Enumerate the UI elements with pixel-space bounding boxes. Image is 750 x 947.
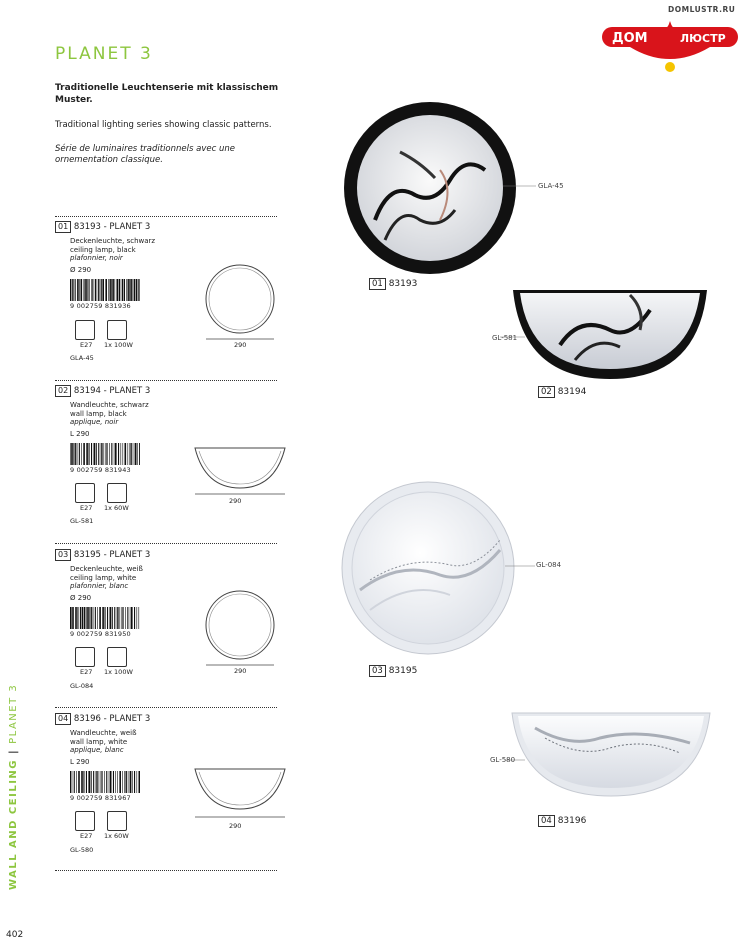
bulb-label: 1x 100W [104,668,133,676]
barcode [70,443,140,465]
bulb-icon [107,647,127,667]
barcode-bar [118,607,119,629]
barcode-bar [74,771,75,793]
photo-label-04 [538,816,586,826]
label-code: 83193 [388,279,418,289]
barcode-bar [114,607,115,629]
barcode-bar [83,771,84,793]
desc-fr: plafonnier, blanc [70,582,129,590]
barcode-bar [86,607,87,629]
photo-label-02 [538,387,586,397]
round-lamp-drawing [200,588,285,668]
product-04 [55,713,275,766]
barcode-number: 9 002759 831943 [70,466,131,474]
glass-code: GL-581 [70,517,94,525]
barcode-number: 9 002759 831950 [70,630,131,638]
barcode-bar [122,607,123,629]
barcode-bar [98,279,99,301]
product-code: 83193 [73,222,101,232]
barcode-bar [75,607,77,629]
barcode-bar [101,443,102,465]
barcode-bar [70,443,71,465]
intro-english: Traditional lighting series showing classic patterns. [55,120,272,130]
product-02 [55,385,275,438]
barcode-bar [139,279,140,301]
photo-label-03 [369,666,417,676]
desc-de: Deckenleuchte, weiß [70,565,143,573]
photo-label-01 [369,279,417,289]
barcode-bar [105,607,106,629]
barcode-bar [72,279,73,301]
socket-icon [75,483,95,503]
barcode-bar [131,443,132,465]
desc-fr: plafonnier, noir [70,254,123,262]
barcode-bar [132,771,133,793]
barcode-bar [130,279,132,301]
desc-de: Wandleuchte, schwarz [70,401,149,409]
barcode-bar [130,607,131,629]
section-divider [55,870,277,871]
barcode-bar [109,771,110,793]
barcode-bar [100,771,101,793]
barcode-bar [123,607,124,629]
barcode-bar [139,443,140,465]
half-lamp-drawing [190,763,290,819]
glass-code: GL-580 [70,846,94,854]
barcode-bar [121,443,122,465]
barcode-bar [110,279,112,301]
barcode-number: 9 002759 831967 [70,794,131,802]
product-code: 83196 [73,714,101,724]
side-label-bold: WALL AND CEILING [8,759,19,890]
domlustr-logo[interactable] [600,13,740,73]
barcode-bar [124,771,125,793]
barcode-bar [78,771,80,793]
barcode-bar [107,443,108,465]
barcode-bar [91,279,92,301]
barcode-bar [72,771,73,793]
barcode-bar [89,443,90,465]
socket-label: E27 [80,668,93,676]
section-divider [55,380,277,381]
barcode-bar [79,443,80,465]
barcode-bar [139,771,141,793]
barcode-bar [129,771,130,793]
size: Ø 290 [70,593,92,602]
barcode-bar [98,443,99,465]
section-divider [55,216,277,217]
barcode-bar [134,607,135,629]
barcode-bar [119,771,121,793]
label-code: 83195 [388,666,418,676]
barcode-bar [124,279,125,301]
product-code: 83194 [73,386,101,396]
barcode-bar [84,607,86,629]
barcode-bar [93,771,94,793]
barcode-bar [110,607,112,629]
section-divider [55,543,277,544]
barcode-bar [87,607,89,629]
size: L 290 [70,757,90,766]
barcode-bar [92,279,93,301]
barcode-bar [134,443,135,465]
barcode-bar [97,771,98,793]
bulb-label: 1x 60W [104,832,129,840]
barcode-bar [130,771,132,793]
barcode-bar [115,771,116,793]
barcode-bar [89,607,90,629]
barcode-bar [84,279,85,301]
glass-code: GL-084 [70,682,94,690]
dimension-label: 290 [229,822,242,830]
size: L 290 [70,429,90,438]
desc-en: ceiling lamp, black [70,245,136,254]
barcode-bar [117,279,119,301]
socket-label: E27 [80,832,93,840]
dimension-label: 290 [234,667,247,675]
barcode-bar [134,279,136,301]
page-title: PLANET 3 [55,44,153,64]
barcode-bar [91,771,92,793]
barcode-bar [138,279,139,301]
logo-word-right: ЛЮСТР [680,32,726,45]
barcode-bar [105,443,106,465]
product-number: 03 [55,549,71,561]
barcode-bar [128,279,130,301]
barcode-bar [101,279,102,301]
barcode-bar [102,771,103,793]
barcode-bar [72,607,74,629]
barcode-bar [102,279,104,301]
barcode-bar [117,771,118,793]
round-lamp-drawing [200,262,285,342]
barcode [70,771,140,793]
label-code: 83196 [557,816,587,826]
callout-glass: GL-084 [536,561,562,569]
barcode-bar [139,607,140,629]
barcode-bar [104,771,105,793]
product-name: PLANET 3 [109,714,151,724]
desc-fr: applique, noir [70,418,119,426]
desc-fr: applique, blanc [70,746,124,754]
barcode-bar [102,443,103,465]
intro-french: Série de luminaires traditionnels avec une ornementation classique. [55,144,235,165]
desc-de: Deckenleuchte, schwarz [70,237,156,245]
barcode-bar [115,443,117,465]
desc-en: wall lamp, black [70,409,127,418]
page-number: 402 [6,930,24,940]
barcode-bar [81,279,83,301]
barcode-bar [126,279,127,301]
dash: - [103,550,107,560]
barcode-bar [102,607,104,629]
barcode-bar [113,771,114,793]
barcode-bar [76,771,77,793]
barcode-bar [106,771,107,793]
barcode-bar [96,443,97,465]
barcode-bar [125,443,127,465]
dash: - [103,714,107,724]
desc-en: ceiling lamp, white [70,573,137,582]
barcode-bar [75,443,76,465]
dash: - [103,386,107,396]
barcode-bar [118,443,119,465]
barcode-bar [126,771,127,793]
barcode-bar [71,443,73,465]
barcode-bar [79,279,80,301]
barcode-bar [122,771,123,793]
product-name: PLANET 3 [109,386,151,396]
barcode-bar [106,443,107,465]
barcode-bar [93,607,94,629]
barcode-bar [95,279,97,301]
barcode [70,279,140,301]
barcode-bar [121,607,122,629]
barcode-bar [112,279,114,301]
half-lamp-drawing [190,440,290,496]
barcode-number: 9 002759 831936 [70,302,131,310]
barcode-bar [123,443,124,465]
barcode-bar [96,771,97,793]
barcode-bar [91,607,92,629]
bulb-icon [107,320,127,340]
product-number: 02 [55,385,71,397]
barcode-bar [82,607,84,629]
barcode-bar [85,279,87,301]
barcode-bar [89,279,90,301]
label-number: 02 [538,386,555,398]
barcode-bar [80,607,81,629]
barcode-bar [111,443,112,465]
barcode-bar [95,607,96,629]
barcode-bar [128,443,129,465]
barcode-bar [81,443,82,465]
barcode-bar [107,607,108,629]
barcode-bar [109,443,110,465]
glass-code: GLA-45 [70,354,94,362]
barcode-bar [99,607,101,629]
barcode-bar [133,279,134,301]
socket-label: E27 [80,341,93,349]
barcode-bar [101,771,102,793]
photo-83196 [490,708,715,803]
barcode-bar [119,279,121,301]
barcode-bar [70,279,71,301]
barcode-bar [73,279,74,301]
barcode-bar [115,279,116,301]
barcode-bar [125,607,126,629]
barcode-bar [97,607,98,629]
barcode-bar [94,443,96,465]
size: Ø 290 [70,265,92,274]
callout-glass: GL-581 [492,334,518,342]
barcode-bar [114,443,115,465]
barcode-bar [117,607,118,629]
label-number: 01 [369,278,386,290]
bulb-label: 1x 60W [104,504,129,512]
socket-icon [75,320,95,340]
callout-glass: GLA-45 [538,182,564,190]
side-label-plain: PLANET 3 [8,683,19,744]
barcode-bar [81,771,83,793]
barcode-bar [130,443,131,465]
socket-icon [75,811,95,831]
label-number: 03 [369,665,386,677]
product-code: 83195 [73,550,101,560]
barcode [70,607,140,629]
desc-de: Wandleuchte, weiß [70,729,137,737]
label-code: 83194 [557,387,587,397]
product-number: 01 [55,221,71,233]
barcode-bar [108,279,109,301]
product-number: 04 [55,713,71,725]
barcode-bar [136,279,137,301]
barcode-bar [83,443,85,465]
logo-word-left: ДОМ [612,31,648,46]
desc-en: wall lamp, white [70,737,128,746]
socket-label: E27 [80,504,93,512]
dimension-label: 290 [229,497,242,505]
barcode-bar [127,607,128,629]
barcode-bar [70,607,72,629]
intro-german: Traditionelle Leuchtenserie mit klassischem Muster. [55,83,279,105]
barcode-bar [112,607,113,629]
barcode-bar [122,279,124,301]
label-number: 04 [538,815,555,827]
barcode-bar [110,771,112,793]
barcode-bar [137,607,138,629]
barcode-bar [137,771,138,793]
product-name: PLANET 3 [109,550,151,560]
barcode-bar [77,607,78,629]
barcode-bar [135,443,137,465]
barcode-bar [134,771,135,793]
barcode-bar [75,279,76,301]
barcode-bar [86,771,87,793]
barcode-bar [131,607,133,629]
side-category-label [8,684,19,890]
bulb-icon [107,811,127,831]
barcode-bar [77,279,79,301]
barcode-bar [88,771,90,793]
section-divider [55,707,277,708]
dash: - [103,222,107,232]
barcode-bar [86,443,88,465]
barcode-bar [100,279,101,301]
barcode-bar [70,771,71,793]
logo-site-text: DOMLUSTR.RU [668,5,736,14]
callout-glass: GL-580 [490,756,516,764]
barcode-bar [105,279,107,301]
side-label-separator: | [8,748,19,755]
dimension-label: 290 [234,341,247,349]
bulb-label: 1x 100W [104,341,133,349]
barcode-bar [77,443,78,465]
product-name: PLANET 3 [109,222,151,232]
barcode-bar [87,279,88,301]
socket-icon [75,647,95,667]
bulb-icon [107,483,127,503]
barcode-bar [91,443,92,465]
barcode-bar [73,443,74,465]
barcode-bar [137,443,138,465]
photo-83195 [340,480,570,660]
